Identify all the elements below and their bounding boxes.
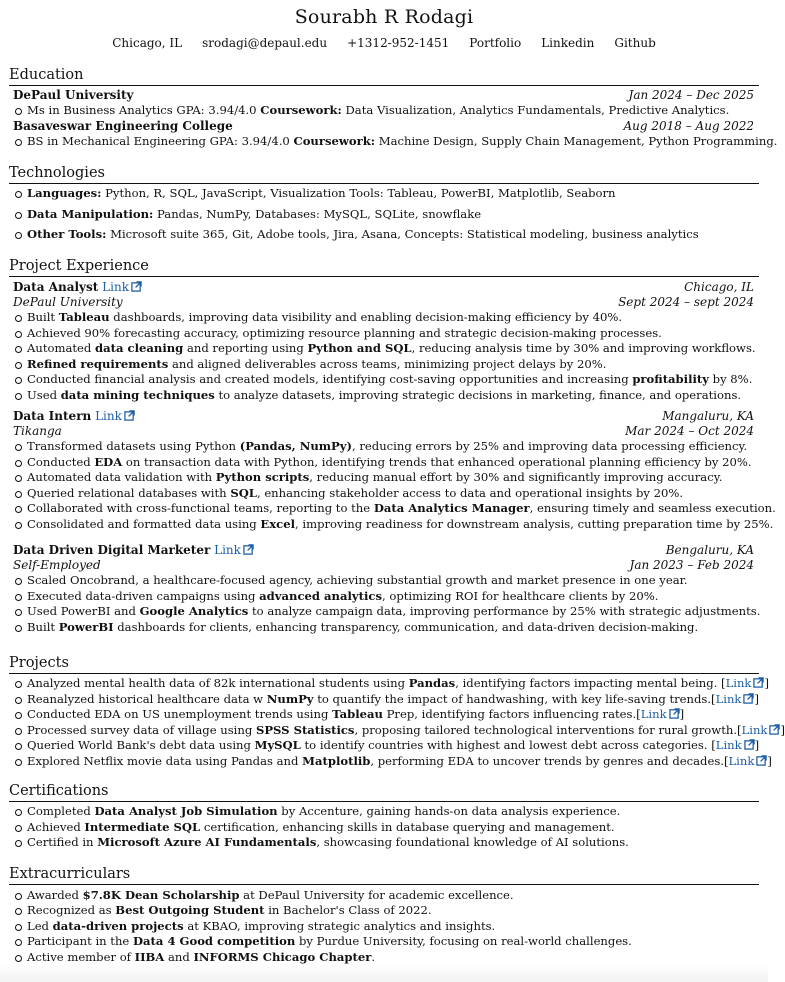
bullet-text: and reporting using <box>183 341 308 356</box>
job-link[interactable]: Link <box>95 409 122 423</box>
coursework-text: Data Visualization, Analytics Fundamentals, Predictive Analytics. <box>345 103 730 117</box>
certifications-heading: Certifications <box>9 782 759 802</box>
bullet-item <box>27 589 754 604</box>
bullet-text: , reducing errors by 25% and improving data processing efficiency. <box>352 439 748 453</box>
bold-keyword: profitability <box>632 372 709 387</box>
bullet-text: Queried relational databases with <box>27 485 231 500</box>
bold-keyword: data cleaning <box>95 341 184 356</box>
tech-label: Other Tools: <box>27 227 107 241</box>
bullet-text: dashboards for clients, enhancing transparency, communication, and data-driven decision-making. <box>113 619 699 634</box>
bullet-text: , improving readiness for downstream analysis, cutting preparation time by 25%. <box>295 517 774 531</box>
job-organization: Self-Employed <box>13 558 101 572</box>
bullet-text: Queried World Bank's debt data using <box>27 738 255 753</box>
project-item <box>27 754 772 769</box>
bullet-text: , reducing analysis time by 30% and improving workflows. <box>411 341 756 356</box>
project-item <box>27 722 785 738</box>
bold-keyword: Intermediate SQL <box>84 819 201 834</box>
bold-keyword: (Pandas, NumPy) <box>239 439 352 453</box>
extracurriculars-heading: Extracurriculars <box>9 865 759 885</box>
coursework-label: Coursework: <box>293 134 376 148</box>
bullet-text: Awarded <box>27 888 83 902</box>
external-link-icon[interactable] <box>241 543 254 557</box>
job-dates: Mar 2024 – Oct 2024 <box>625 424 754 438</box>
bracket-close: ] <box>754 738 760 753</box>
bullet-text: Built <box>27 619 59 634</box>
bullet-text: Consolidated and formatted data using <box>27 517 261 531</box>
technologies-heading: Technologies <box>9 164 759 184</box>
external-link-icon[interactable] <box>741 692 754 706</box>
bullet-text: at KBAO, improving strategic analytics and insights. <box>183 918 496 933</box>
external-link-icon[interactable] <box>122 409 135 423</box>
external-link-icon[interactable] <box>129 280 142 294</box>
bullet-text: to quantify the impact of handwashing, with key life-saving trends.[ <box>313 691 716 706</box>
job-title <box>13 409 135 424</box>
bracket-close: ] <box>764 676 769 690</box>
bullet-text: , performing EDA to uncover trends by genres and decades.[ <box>370 754 729 768</box>
bold-keyword: $7.8K Dean Scholarship <box>82 888 240 902</box>
bold-keyword: data-driven projects <box>52 918 184 933</box>
job-org-row <box>13 295 754 310</box>
bold-keyword: Tableau <box>332 707 383 722</box>
bullet-item <box>27 903 754 918</box>
job-dates: Sept 2024 – sept 2024 <box>618 295 754 309</box>
job-dates: Jan 2023 – Feb 2024 <box>629 558 754 572</box>
bullet-text: dashboards, improving data visibility and enabling decision-making efficiency by 40%. <box>109 310 623 324</box>
contact-bar <box>0 36 768 50</box>
bullet-item <box>27 604 761 619</box>
bullet-text: by Purdue University, focusing on real-world challenges. <box>295 934 632 949</box>
bold-keyword: Data Analytics Manager <box>373 501 530 516</box>
job-role: Data Analyst <box>13 280 99 294</box>
bullet-text: Conducted <box>27 454 95 469</box>
job-title <box>13 543 254 558</box>
bullet-item <box>27 501 776 516</box>
project-item <box>27 707 754 722</box>
project-link[interactable]: Link <box>715 738 742 753</box>
tech-text: Pandas, NumPy, Databases: MySQL, SQLite, snowflake <box>157 207 482 221</box>
tech-item <box>27 186 754 201</box>
bold-keyword: INFORMS Chicago Chapter <box>193 949 372 964</box>
bullet-item <box>27 357 754 372</box>
job-location: Mangaluru, KA <box>662 409 754 423</box>
bullet-item <box>27 439 754 454</box>
bullet-text: to identify countries with highest and lowest debt across categories. [ <box>300 738 716 753</box>
bullet-item <box>27 341 754 356</box>
job-header-row <box>13 409 754 424</box>
bold-keyword: SQL <box>230 485 257 500</box>
bold-keyword: Matplotlib <box>302 754 371 768</box>
bold-keyword: Microsoft Azure AI Fundamentals <box>97 835 317 850</box>
bullet-text: Analyzed mental health data of 82k international students using <box>27 676 409 690</box>
bullet-text: by 8%. <box>708 372 753 387</box>
bullet-item <box>27 835 754 850</box>
bullet-text: . <box>371 949 376 964</box>
bullet-text: , proposing tailored technological interventions for rural growth.[ <box>354 722 742 737</box>
tech-item <box>27 207 754 222</box>
bold-keyword: data mining techniques <box>60 388 215 402</box>
bullet-item <box>27 888 754 903</box>
bullet-text: , identifying factors impacting mental being. [ <box>455 676 726 690</box>
bullet-text: certification, enhancing skills in database querying and management. <box>200 819 615 834</box>
bullet-item <box>27 804 754 819</box>
job-header-row <box>13 543 754 558</box>
bullet-item <box>27 372 754 387</box>
education-detail <box>27 134 778 149</box>
school-name: Basaveswar Engineering College <box>13 119 233 133</box>
bullet-text: Processed survey data of village using <box>27 722 256 737</box>
job-org-row <box>13 424 754 439</box>
bullet-text: Executed data-driven campaigns using <box>27 588 260 603</box>
bullet-text: Used PowerBI and <box>27 604 140 619</box>
degree-text: Ms in Business Analytics GPA: 3.94/4.0 <box>27 103 257 117</box>
bold-keyword: Best Outgoing Student <box>115 903 265 918</box>
job-organization: DePaul University <box>13 295 123 309</box>
bold-keyword: Refined requirements <box>27 356 169 371</box>
education-detail <box>27 103 754 118</box>
education-school-row <box>13 88 754 103</box>
projects-heading: Projects <box>9 654 759 674</box>
bullet-item <box>27 517 774 532</box>
school-name: DePaul University <box>13 88 134 102</box>
job-location: Chicago, IL <box>684 280 754 294</box>
github-link[interactable]: Github <box>614 36 656 50</box>
bold-keyword: PowerBI <box>58 619 114 634</box>
job-org-row <box>13 558 754 573</box>
contact-phone[interactable]: +1312-952-1451 <box>347 36 450 50</box>
job-title <box>13 280 142 295</box>
bullet-text: by Accenture, gaining hands-on data analysis experience. <box>277 804 621 818</box>
bullet-text: , enhancing stakeholder access to data and operational insights by 20%. <box>256 485 684 500</box>
portfolio-link[interactable]: Portfolio <box>469 36 522 50</box>
bullet-text: Transformed datasets using Python <box>27 439 240 453</box>
bold-keyword: NumPy <box>266 691 314 706</box>
bold-keyword: Pandas <box>408 676 456 690</box>
degree-text: BS in Mechanical Engineering GPA: 3.94/4.0 <box>27 134 290 148</box>
bullet-text: Scaled Oncobrand, a healthcare-focused agency, achieving substantial growth and market presence in one year. <box>27 573 688 587</box>
bullet-text: Completed <box>27 804 95 818</box>
job-role: Data Intern <box>13 409 92 423</box>
project-link[interactable]: Link <box>728 754 755 768</box>
tech-text: Python, R, SQL, JavaScript, Visualization Tools: Tableau, PowerBI, Matplotlib, Seaborn <box>105 186 616 200</box>
contact-location: Chicago, IL <box>112 36 183 50</box>
bullet-item <box>27 573 754 588</box>
tech-item <box>27 227 754 242</box>
bullet-item <box>27 455 754 470</box>
bold-keyword: EDA <box>94 454 123 469</box>
bullet-text: Automated <box>27 341 96 356</box>
bold-keyword: MySQL <box>254 738 301 753</box>
tech-text: Microsoft suite 365, Git, Adobe tools, Jira, Asana, Concepts: Statistical modeling, business analytics <box>110 227 699 241</box>
bullet-text: , reducing manual effort by 30% and significantly improving accuracy. <box>309 470 723 485</box>
bullet-item <box>27 934 754 949</box>
bold-keyword: SPSS Statistics <box>255 722 355 737</box>
job-location: Bengaluru, KA <box>665 543 754 557</box>
bold-keyword: Data 4 Good competition <box>132 934 296 949</box>
experience-heading: Project Experience <box>9 257 759 277</box>
tech-label: Data Manipulation: <box>27 207 154 221</box>
bullet-text: Active member of <box>27 949 135 964</box>
bullet-text: in Bachelor's Class of 2022. <box>264 903 432 918</box>
bullet-text: Conducted EDA on US unemployment trends using <box>27 707 333 722</box>
bullet-text: at DePaul University for academic excellence. <box>239 888 514 902</box>
project-link[interactable]: Link <box>715 691 742 706</box>
bold-keyword: Data Analyst Job Simulation <box>94 804 278 818</box>
contact-email[interactable]: srodagi@depaul.edu <box>202 36 328 50</box>
bullet-item <box>27 620 754 635</box>
coursework-text: Machine Design, Supply Chain Management, Python Programming. <box>378 134 778 148</box>
bullet-text: on transaction data with Python, identifying trends that enhanced operational planning efficiency by 20%. <box>122 454 752 469</box>
bullet-item <box>27 388 754 403</box>
page-bottom-shade <box>0 964 768 982</box>
bullet-text: Recognized as <box>27 903 116 918</box>
bullet-text: , optimizing ROI for healthcare clients by 20%. <box>382 588 659 603</box>
bullet-item <box>27 310 754 325</box>
bracket-close: ] <box>679 707 685 722</box>
bullet-text: to analyze campaign data, improving performance by 25% with strategic adjustments. <box>248 604 761 619</box>
bullet-text: Participant in the <box>27 934 133 949</box>
project-link[interactable]: Link <box>725 676 752 690</box>
bullet-text: Automated data validation with <box>27 470 216 485</box>
bracket-close: ] <box>754 691 759 706</box>
bullet-text: Certified in <box>27 835 98 850</box>
project-item <box>27 676 769 691</box>
project-link[interactable]: Link <box>640 707 667 722</box>
bold-keyword: Excel <box>260 517 295 531</box>
bullet-text: Used <box>27 388 61 402</box>
job-link[interactable]: Link <box>102 280 129 294</box>
project-item <box>27 738 760 753</box>
external-link-icon[interactable] <box>754 754 767 768</box>
tech-label: Languages: <box>27 186 102 200</box>
bold-keyword: Python and SQL <box>307 341 412 356</box>
coursework-label: Coursework: <box>260 103 342 117</box>
job-header-row <box>13 280 754 295</box>
bold-keyword: Tableau <box>58 310 110 324</box>
bullet-text: and aligned deliverables across teams, minimizing project delays by 20%. <box>168 356 607 371</box>
job-organization: Tikanga <box>13 424 62 438</box>
bold-keyword: IIBA <box>134 949 165 964</box>
project-item <box>27 691 759 707</box>
job-link[interactable]: Link <box>214 543 241 557</box>
bullet-text: to analyze datasets, improving strategic decisions in marketing, finance, and operations. <box>214 388 742 402</box>
external-link-icon[interactable] <box>667 707 680 721</box>
bullet-text: Prep, identifying factors influencing rates.[ <box>382 707 641 722</box>
bracket-close: ] <box>767 754 772 768</box>
bold-keyword: Google Analytics <box>139 604 249 619</box>
bullet-item <box>27 326 754 341</box>
education-school-row <box>13 119 754 134</box>
education-heading: Education <box>9 66 759 86</box>
school-dates: Jan 2024 – Dec 2025 <box>628 88 754 102</box>
school-dates: Aug 2018 – Aug 2022 <box>623 119 754 133</box>
bullet-text: Collaborated with cross-functional teams, reporting to the <box>27 501 374 516</box>
bullet-text: Built <box>27 310 59 324</box>
bullet-text: Achieved <box>27 819 85 834</box>
bullet-text: Explored Netflix movie data using Pandas and <box>27 754 303 768</box>
bullet-item <box>27 470 754 485</box>
bullet-item <box>27 820 754 835</box>
bullet-text: , showcasing foundational knowledge of AI solutions. <box>316 835 629 850</box>
external-link-icon[interactable] <box>767 723 780 737</box>
external-link-icon[interactable] <box>751 676 764 690</box>
bracket-close: ] <box>780 722 785 737</box>
bullet-item <box>27 950 754 965</box>
linkedin-link[interactable]: Linkedin <box>541 36 595 50</box>
bullet-text: Achieved 90% forecasting accuracy, optimizing resource planning and strategic decision-making processes. <box>27 325 662 340</box>
job-role: Data Driven Digital Marketer <box>13 543 211 557</box>
bullet-text: Conducted financial analysis and created models, identifying cost-saving opportunities and increasing <box>27 372 633 387</box>
bold-keyword: Python scripts <box>215 470 310 485</box>
bullet-text: Led <box>27 918 53 933</box>
bullet-item <box>27 486 754 501</box>
project-link[interactable]: Link <box>741 722 768 737</box>
bullet-text: Reanalyzed historical healthcare data w <box>27 691 267 706</box>
candidate-name: Sourabh R Rodagi <box>294 6 474 28</box>
bullet-item <box>27 919 754 934</box>
bullet-text: and <box>164 949 194 964</box>
external-link-icon[interactable] <box>742 738 755 752</box>
bullet-text: , ensuring timely and seamless execution. <box>529 501 776 516</box>
bold-keyword: advanced analytics <box>259 588 382 603</box>
